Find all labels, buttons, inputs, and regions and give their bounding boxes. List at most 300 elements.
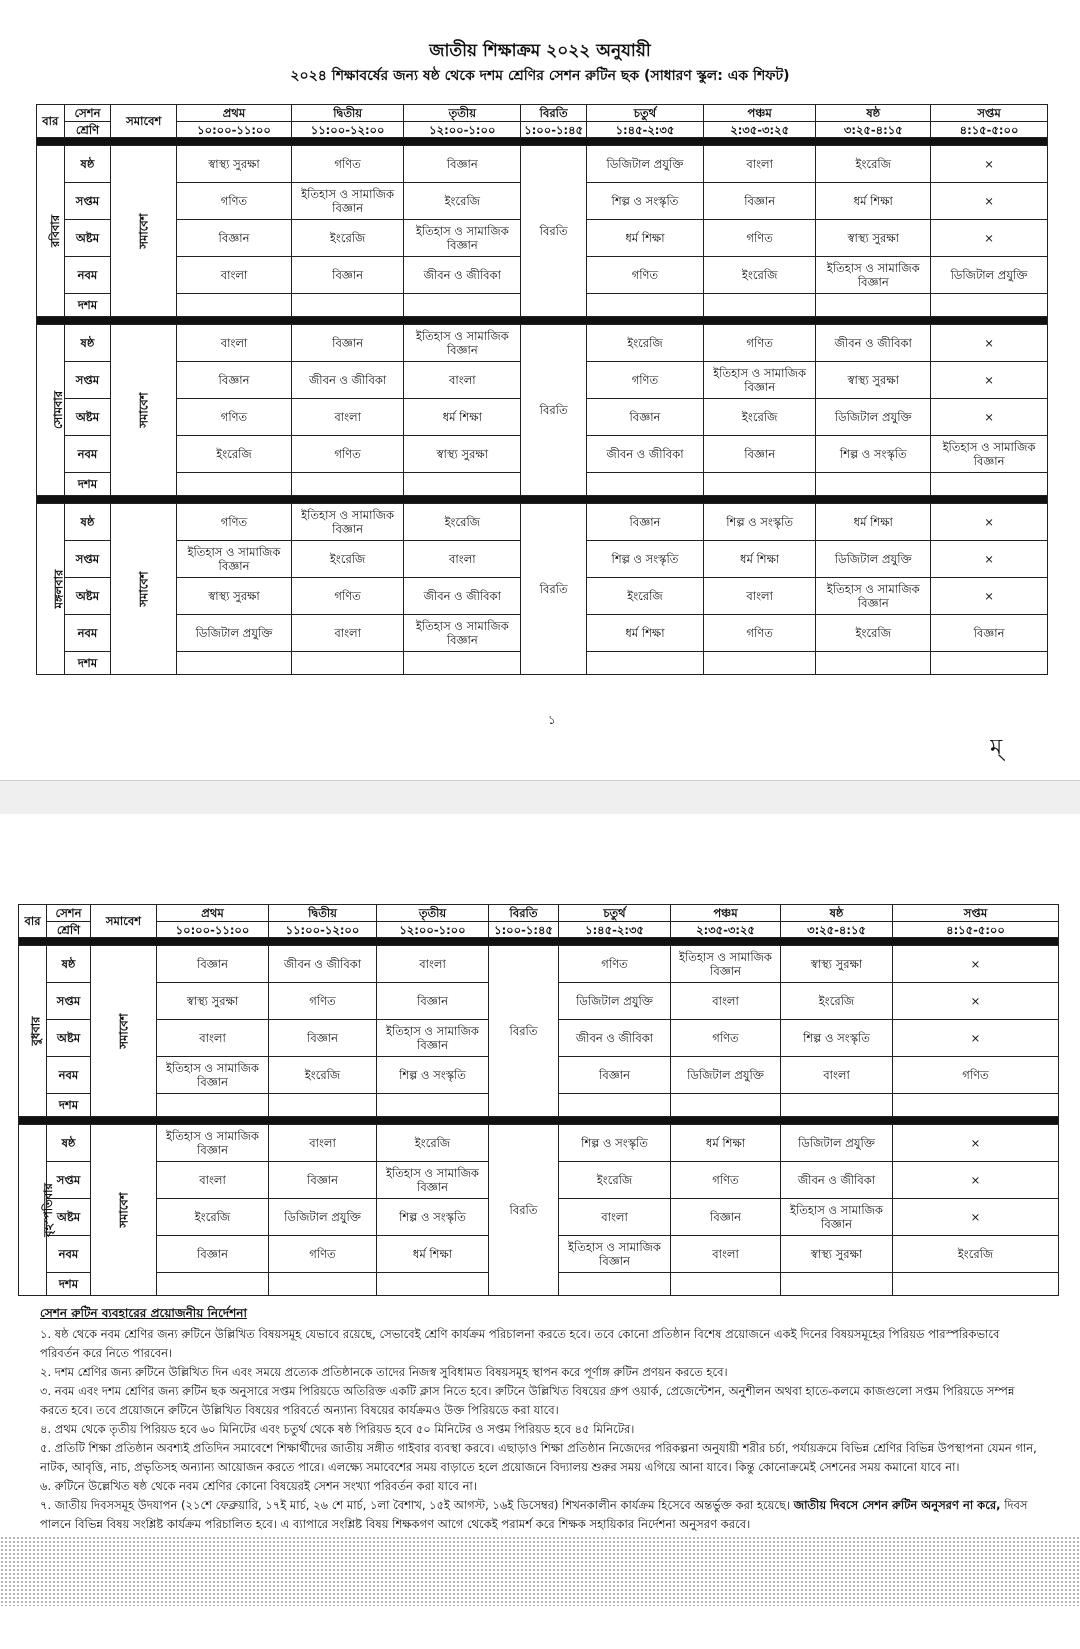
subject-cell: ধর্ম শিক্ষা — [404, 399, 521, 436]
page-number: ১ — [548, 713, 556, 727]
header-period: প্রথম — [177, 105, 292, 122]
subject-cell: জীবন ও জীবিকা — [587, 436, 704, 473]
class-name: অষ্টম — [64, 399, 111, 436]
subject-cell: গণিত — [291, 146, 404, 183]
subject-cell: ধর্ম শিক্ষা — [587, 615, 704, 652]
subject-cell: ইংরেজি — [269, 1057, 377, 1094]
instruction-item-7-tail: দিবস পালনে বিভিন্ন বিষয় সংশ্লিষ্ট কার্যক্রম পরিচালিত হবে। এ ব্যাপারে সংশ্লিষ্ট বিষয় শিক্ষকগণ আগে থেকেই পরামর্শ করে শিক্ষক সহায়িকার নির্দেশনা অনুসরণ করবে। — [40, 1498, 1028, 1531]
break-cell: বিরতি — [521, 146, 587, 317]
subject-cell: ইংরেজি — [291, 220, 404, 257]
subject-cell: × — [893, 946, 1059, 983]
subject-cell: বাংলা — [671, 983, 781, 1020]
subject-cell — [291, 294, 404, 317]
subject-cell — [816, 473, 931, 496]
class-name: নবম — [64, 615, 111, 652]
subject-cell: বিজ্ঞান — [291, 325, 404, 362]
period-time: ১১:০০-১২:০০ — [269, 922, 377, 938]
period-time: ১:৪৫-২:৩৫ — [559, 922, 671, 938]
subject-cell — [931, 294, 1048, 317]
subject-cell: স্বাস্থ্য সুরক্ষা — [816, 220, 931, 257]
subject-cell: স্বাস্থ্য সুরক্ষা — [404, 436, 521, 473]
subject-cell: × — [893, 1020, 1059, 1057]
header-period: ষষ্ঠ — [816, 105, 931, 122]
subject-cell — [269, 1273, 377, 1296]
subject-cell: স্বাস্থ্য সুরক্ষা — [157, 983, 269, 1020]
assembly-cell — [111, 504, 177, 675]
class-name: দশম — [47, 1094, 91, 1117]
faded-text-region — [0, 1536, 1080, 1606]
instruction-item-7-text: ৭. জাতীয় দিবসসমূহ উদযাপন (২১শে ফেব্রুয়ারি, ১৭ই মার্চ, ২৬ শে মার্চ, ১লা বৈশাখ, ১৫ই আগস্ট, ১৬ই ডিসেম্বর) শিখনকালীন কার্যক্রম হিসেবে অন্তর্ভুক্ত করা হয়েছে। — [40, 1498, 791, 1512]
period-time: ১:০০-১:৪৫ — [489, 922, 559, 938]
subject-cell: ডিজিটাল প্রযুক্তি — [816, 399, 931, 436]
subject-cell: গণিত — [587, 257, 704, 294]
subject-cell — [587, 652, 704, 675]
subject-cell: ইতিহাস ও সামাজিক বিজ্ঞান — [559, 1236, 671, 1273]
day-name: বৃহস্পতিবার — [40, 1183, 55, 1237]
subject-cell: ইংরেজি — [816, 615, 931, 652]
subject-cell — [559, 1273, 671, 1296]
subject-cell: ইংরেজি — [816, 146, 931, 183]
subject-cell: গণিত — [671, 1020, 781, 1057]
subject-cell: ইতিহাস ও সামাজিক বিজ্ঞান — [404, 220, 521, 257]
assembly-cell — [91, 1125, 157, 1296]
subject-cell — [377, 1094, 489, 1117]
subject-cell: বিজ্ঞান — [177, 220, 292, 257]
subject-cell: স্বাস্থ্য সুরক্ষা — [781, 946, 893, 983]
subject-cell — [291, 473, 404, 496]
subject-cell: ইতিহাস ও সামাজিক বিজ্ঞান — [671, 946, 781, 983]
class-name: অষ্টম — [64, 220, 111, 257]
separator-bar — [19, 938, 1059, 946]
period-time: ২:৩৫-৩:২৫ — [671, 922, 781, 938]
subject-cell — [157, 1273, 269, 1296]
subject-cell — [781, 1273, 893, 1296]
subject-cell — [177, 294, 292, 317]
break-cell: বিরতি — [489, 1125, 559, 1296]
class-name: ষষ্ঠ — [47, 946, 91, 983]
class-name: সপ্তম — [64, 183, 111, 220]
subject-cell: বিজ্ঞান — [703, 183, 816, 220]
signature-mark: ম্ — [990, 735, 1003, 760]
header-assembly: সমাবেশ — [111, 105, 177, 138]
subject-cell: স্বাস্থ্য সুরক্ষা — [816, 362, 931, 399]
header-period: বিরতি — [489, 905, 559, 922]
instruction-item-7-bold: জাতীয় দিবসে সেশন রুটিন অনুসরণ না করে, — [793, 1498, 1001, 1512]
subject-cell: ইতিহাস ও সামাজিক বিজ্ঞান — [703, 362, 816, 399]
subject-cell: ডিজিটাল প্রযুক্তি — [269, 1199, 377, 1236]
subject-cell — [703, 473, 816, 496]
subject-cell: বাংলা — [703, 146, 816, 183]
subject-cell: × — [931, 325, 1048, 362]
assembly-label: সমাবেশ — [116, 1192, 131, 1228]
header-row — [37, 105, 1048, 122]
subject-cell: জীবন ও জীবিকা — [269, 946, 377, 983]
subject-cell: গণিত — [587, 362, 704, 399]
class-name: নবম — [47, 1057, 91, 1094]
header-period: পঞ্চম — [703, 105, 816, 122]
subject-cell: গণিত — [671, 1162, 781, 1199]
subject-cell: ইংরেজি — [377, 1125, 489, 1162]
subject-cell: বাংলা — [177, 257, 292, 294]
subject-cell: জীবন ও জীবিকা — [816, 325, 931, 362]
subject-cell — [671, 1094, 781, 1117]
subject-cell: জীবন ও জীবিকা — [291, 362, 404, 399]
subject-cell: গণিত — [559, 946, 671, 983]
separator-bar — [19, 1117, 1059, 1125]
subject-cell: বাংলা — [269, 1125, 377, 1162]
subject-cell: ইংরেজি — [587, 325, 704, 362]
subject-cell: বিজ্ঞান — [559, 1057, 671, 1094]
subject-cell: × — [931, 399, 1048, 436]
period-time: ১১:০০-১২:০০ — [291, 122, 404, 138]
subject-cell: বাংলা — [377, 946, 489, 983]
subject-cell: ধর্ম শিক্ষা — [377, 1236, 489, 1273]
subject-cell — [404, 652, 521, 675]
class-name: ষষ্ঠ — [64, 146, 111, 183]
subject-cell: ইতিহাস ও সামাজিক বিজ্ঞান — [781, 1199, 893, 1236]
instruction-item-4: ৪. প্রথম থেকে তৃতীয় পিরিয়ড হবে ৬০ মিনিটের এবং চতুর্থ থেকে ষষ্ঠ পিরিয়ড হবে ৫০ মিনিটের ও সপ্তম পিরিয়ড হবে ৪৫ মিনিটের। — [40, 1422, 635, 1436]
subject-cell — [703, 652, 816, 675]
subject-cell: ইতিহাস ও সামাজিক বিজ্ঞান — [816, 257, 931, 294]
assembly-label: সমাবেশ — [136, 213, 151, 249]
day-name: সোমবার — [51, 390, 66, 430]
subject-cell: গণিত — [703, 220, 816, 257]
subject-cell — [404, 294, 521, 317]
class-name: সপ্তম — [64, 362, 111, 399]
day-separator — [19, 938, 1059, 946]
subject-cell: ধর্ম শিক্ষা — [703, 541, 816, 578]
subject-cell: বিজ্ঞান — [931, 615, 1048, 652]
assembly-label: সমাবেশ — [116, 1013, 131, 1049]
subject-cell — [816, 652, 931, 675]
subject-cell: বিজ্ঞান — [671, 1199, 781, 1236]
header-session: সেশন — [64, 105, 111, 122]
subject-cell — [269, 1094, 377, 1117]
subject-cell: ইতিহাস ও সামাজিক বিজ্ঞান — [404, 325, 521, 362]
subject-cell — [893, 1094, 1059, 1117]
header-day: বার — [19, 905, 47, 938]
day-name: বুধবার — [28, 1016, 43, 1046]
subject-cell: ধর্ম শিক্ষা — [816, 183, 931, 220]
class-name: দশম — [47, 1273, 91, 1296]
header-period: চতুর্থ — [559, 905, 671, 922]
subject-cell: ইংরেজি — [404, 183, 521, 220]
header-period: তৃতীয় — [404, 105, 521, 122]
instruction-item-2: ২. দশম শ্রেণির জন্য রুটিনে উল্লিখিত দিন এবং সময়ে প্রত্যেক প্রতিষ্ঠানকে তাদের নিজস্ব সুবিধামত বিষয়সমূহ স্থাপন করে পূর্ণাঙ্গ রুটিন প্রণয়ন করতে হবে। — [40, 1365, 728, 1379]
separator-bar — [37, 317, 1048, 325]
subject-cell: ইংরেজি — [404, 504, 521, 541]
subject-cell: বাংলা — [404, 541, 521, 578]
header-day: বার — [37, 105, 65, 138]
subject-cell: বাংলা — [671, 1236, 781, 1273]
routine-row — [37, 504, 1048, 541]
day-separator — [19, 1117, 1059, 1125]
class-name: নবম — [64, 436, 111, 473]
subject-cell: শিল্প ও সংস্কৃতি — [587, 541, 704, 578]
time-row — [37, 122, 1048, 138]
class-name: দশম — [64, 473, 111, 496]
instruction-item-5: ৫. প্রতিটি শিক্ষা প্রতিষ্ঠান অবশ্যই প্রতিদিন সমাবেশে শিক্ষার্থীদের জাতীয় সঙ্গীত গাইবার ব্যবস্থা করবে। এছাড়াও শিক্ষা প্রতিষ্ঠান নিজেদের পরিকল্পনা অনুযায়ী শরীর চর্চা, পর্যায়ক্রমে বিভিন্ন শ্রেণির বিভিন্ন উপস্থাপনা যেমন গান, নাটক, আবৃত্তি, নাচ, প্রভৃতিসহ অন্যান্য আয়োজন করতে পারে। এলক্ষ্যে সমাবেশের সময় বাড়াতে হলে প্রয়োজনে বিদ্যালয় শুরুর সময় এগিয়ে আনা যাবে। কিন্তু কোনোক্রমেই সেশনের সময় কমানো যাবে না। — [40, 1441, 1037, 1474]
day-separator — [37, 138, 1048, 146]
header-period: দ্বিতীয় — [291, 105, 404, 122]
routine-page-1 — [0, 0, 1080, 780]
header-assembly: সমাবেশ — [91, 905, 157, 938]
header-row — [19, 905, 1059, 922]
break-cell: বিরতি — [489, 946, 559, 1117]
subject-cell: × — [893, 983, 1059, 1020]
subject-cell: × — [893, 1199, 1059, 1236]
subject-cell: শিল্প ও সংস্কৃতি — [703, 504, 816, 541]
routine-row — [19, 946, 1059, 983]
assembly-cell — [111, 325, 177, 496]
subject-cell — [377, 1273, 489, 1296]
period-time: ২:৩৫-৩:২৫ — [703, 122, 816, 138]
subject-cell: ডিজিটাল প্রযুক্তি — [781, 1125, 893, 1162]
separator-bar — [37, 138, 1048, 146]
subject-cell: ইংরেজি — [291, 541, 404, 578]
day-name-cell — [37, 504, 65, 675]
subject-cell: গণিত — [893, 1057, 1059, 1094]
class-name: দশম — [64, 294, 111, 317]
subject-cell: জীবন ও জীবিকা — [404, 257, 521, 294]
class-name: ষষ্ঠ — [64, 504, 111, 541]
routine-row — [37, 325, 1048, 362]
class-name: ষষ্ঠ — [47, 1125, 91, 1162]
subject-cell: ধর্ম শিক্ষা — [816, 504, 931, 541]
period-time: ৪:১৫-৫:০০ — [931, 122, 1048, 138]
header-class: শ্রেণি — [47, 922, 91, 938]
header-period: চতুর্থ — [587, 105, 704, 122]
routine-row — [19, 1125, 1059, 1162]
subject-cell: ইংরেজি — [703, 399, 816, 436]
subject-cell: বিজ্ঞান — [587, 399, 704, 436]
subject-cell — [931, 652, 1048, 675]
subject-cell: বাংলা — [781, 1057, 893, 1094]
period-time: ৩:২৫-৪:১৫ — [781, 922, 893, 938]
subject-cell: স্বাস্থ্য সুরক্ষা — [177, 578, 292, 615]
subject-cell: × — [931, 578, 1048, 615]
subject-cell: জীবন ও জীবিকা — [404, 578, 521, 615]
subject-cell: গণিত — [269, 983, 377, 1020]
day-name: মঙ্গলবার — [51, 569, 66, 609]
subject-cell — [404, 473, 521, 496]
subject-cell: বাংলা — [559, 1199, 671, 1236]
subject-cell — [931, 473, 1048, 496]
period-time: ১০:০০-১১:০০ — [177, 122, 292, 138]
subject-cell: ইতিহাস ও সামাজিক বিজ্ঞান — [377, 1162, 489, 1199]
assembly-cell — [111, 146, 177, 317]
subject-cell: ডিজিটাল প্রযুক্তি — [671, 1057, 781, 1094]
subject-cell: শিল্প ও সংস্কৃতি — [377, 1199, 489, 1236]
subject-cell: ইংরেজি — [177, 436, 292, 473]
header-period: পঞ্চম — [671, 905, 781, 922]
subject-cell: ইতিহাস ও সামাজিক বিজ্ঞান — [157, 1057, 269, 1094]
subject-cell: জীবন ও জীবিকা — [781, 1162, 893, 1199]
subject-cell: গণিত — [177, 504, 292, 541]
subject-cell — [671, 1273, 781, 1296]
day-name-cell — [37, 325, 65, 496]
subject-cell: × — [893, 1162, 1059, 1199]
header-period: দ্বিতীয় — [269, 905, 377, 922]
subject-cell: বিজ্ঞান — [703, 436, 816, 473]
subject-cell: ইতিহাস ও সামাজিক বিজ্ঞান — [816, 578, 931, 615]
period-time: ৪:১৫-৫:০০ — [893, 922, 1059, 938]
subject-cell: গণিত — [177, 399, 292, 436]
subject-cell: ইতিহাস ও সামাজিক বিজ্ঞান — [177, 541, 292, 578]
break-cell: বিরতি — [521, 504, 587, 675]
subject-cell: বিজ্ঞান — [587, 504, 704, 541]
subject-cell: শিল্প ও সংস্কৃতি — [587, 183, 704, 220]
subject-cell: জীবন ও জীবিকা — [559, 1020, 671, 1057]
subject-cell: গণিত — [269, 1236, 377, 1273]
class-name: নবম — [47, 1236, 91, 1273]
subject-cell: ইতিহাস ও সামাজিক বিজ্ঞান — [291, 504, 404, 541]
subject-cell: × — [893, 1125, 1059, 1162]
class-name: সপ্তম — [47, 1162, 91, 1199]
subject-cell: শিল্প ও সংস্কৃতি — [781, 1020, 893, 1057]
period-time: ১০:০০-১১:০০ — [157, 922, 269, 938]
assembly-label: সমাবেশ — [136, 571, 151, 607]
day-name: রবিবার — [48, 214, 63, 248]
subject-cell: × — [931, 183, 1048, 220]
class-name: অষ্টম — [47, 1020, 91, 1057]
subject-cell: ডিজিটাল প্রযুক্তি — [816, 541, 931, 578]
day-separator — [37, 496, 1048, 504]
subject-cell: শিল্প ও সংস্কৃতি — [377, 1057, 489, 1094]
subject-cell — [291, 652, 404, 675]
instruction-item-1: ১. ষষ্ঠ থেকে নবম শ্রেণির জন্য রুটিনে উল্লিখিত বিষয়সমূহ যেভাবে রয়েছে, সেভাবেই শ্রেণি কার্যক্রম পরিচালনা করতে হবে। তবে কোনো প্রতিষ্ঠান বিশেষ প্রয়োজনে একই দিনের বিষয়সমূহের পিরিয়ড পারস্পরিকভাবে পরিবর্তন করে নিতে পারবেন। — [40, 1327, 1000, 1360]
period-time: ৩:২৫-৪:১৫ — [816, 122, 931, 138]
subject-cell: ইংরেজি — [781, 983, 893, 1020]
subject-cell: স্বাস্থ্য সুরক্ষা — [781, 1236, 893, 1273]
subject-cell — [816, 294, 931, 317]
class-name: সপ্তম — [64, 541, 111, 578]
subject-cell: × — [931, 362, 1048, 399]
subject-cell: ডিজিটাল প্রযুক্তি — [931, 257, 1048, 294]
header-period: সপ্তম — [931, 105, 1048, 122]
subject-cell: স্বাস্থ্য সুরক্ষা — [177, 146, 292, 183]
subject-cell: ইংরেজি — [703, 257, 816, 294]
subject-cell: বিজ্ঞান — [269, 1162, 377, 1199]
subject-cell: বাংলা — [291, 399, 404, 436]
instructions-section — [40, 1304, 1040, 1534]
time-row — [19, 922, 1059, 938]
instructions-heading: সেশন রুটিন ব্যবহারের প্রয়োজনীয় নির্দেশনা — [40, 1306, 247, 1320]
subject-cell: × — [931, 220, 1048, 257]
subject-cell: গণিত — [703, 325, 816, 362]
period-time: ১:৪৫-২:৩৫ — [587, 122, 704, 138]
subject-cell: শিল্প ও সংস্কৃতি — [816, 436, 931, 473]
subject-cell: বাংলা — [157, 1020, 269, 1057]
subject-cell: বাংলা — [157, 1162, 269, 1199]
subject-cell: × — [931, 146, 1048, 183]
page-title: জাতীয় শিক্ষাক্রম ২০২২ অনুযায়ী — [429, 41, 651, 61]
subject-cell: ডিজিটাল প্রযুক্তি — [587, 146, 704, 183]
subject-cell: × — [931, 504, 1048, 541]
header-session: সেশন — [47, 905, 91, 922]
header-period: ষষ্ঠ — [781, 905, 893, 922]
subject-cell — [559, 1094, 671, 1117]
period-time: ১২:০০-১:০০ — [377, 922, 489, 938]
subject-cell: গণিত — [703, 615, 816, 652]
subject-cell: ইতিহাস ও সামাজিক বিজ্ঞান — [157, 1125, 269, 1162]
subject-cell: শিল্প ও সংস্কৃতি — [559, 1125, 671, 1162]
subject-cell: বাংলা — [291, 615, 404, 652]
break-cell: বিরতি — [521, 325, 587, 496]
day-name-cell — [19, 946, 47, 1117]
subject-cell: বিজ্ঞান — [157, 1236, 269, 1273]
header-period: সপ্তম — [893, 905, 1059, 922]
class-name: সপ্তম — [47, 983, 91, 1020]
subject-cell: বিজ্ঞান — [404, 146, 521, 183]
routine-page-2 — [0, 814, 1080, 1649]
subject-cell: ইংরেজি — [559, 1162, 671, 1199]
subject-cell: ইতিহাস ও সামাজিক বিজ্ঞান — [404, 615, 521, 652]
routine-table-1 — [36, 104, 1048, 675]
subject-cell: বিজ্ঞান — [157, 946, 269, 983]
header-period: প্রথম — [157, 905, 269, 922]
subject-cell: বাংলা — [703, 578, 816, 615]
instruction-item-3: ৩. নবম এবং দশম শ্রেণির জন্য রুটিন ছক অনুসারে সপ্তম পিরিয়ডে অতিরিক্ত একটি ক্লাস নিতে হবে। রুটিনে উল্লিখিত বিষয়ের গ্রুপ ওয়ার্ক, প্রেজেন্টেশন, অনুশীলন অথবা হাতে-কলমে কাজগুলো সপ্তম পিরিয়ডে সম্পন্ন করতে হবে। তবে প্রয়োজনে রুটিনে উল্লিখিত বিষয়ের পরিবর্তে অন্যান্য বিষয়ের কার্যক্রমও উক্ত পিরিয়ডে করা যাবে। — [40, 1384, 1015, 1417]
class-name: অষ্টম — [64, 578, 111, 615]
page-subtitle: ২০২৪ শিক্ষাবর্ষের জন্য ষষ্ঠ থেকে দশম শ্রেণির সেশন রুটিন ছক (সাধারণ স্কুল: এক শিফট) — [290, 68, 790, 84]
class-name: ষষ্ঠ — [64, 325, 111, 362]
class-name: নবম — [64, 257, 111, 294]
day-name-cell — [37, 146, 65, 317]
period-time: ১২:০০-১:০০ — [404, 122, 521, 138]
subject-cell: বিজ্ঞান — [291, 257, 404, 294]
day-separator — [37, 317, 1048, 325]
subject-cell: ডিজিটাল প্রযুক্তি — [177, 615, 292, 652]
subject-cell — [157, 1094, 269, 1117]
subject-cell: ইংরেজি — [893, 1236, 1059, 1273]
subject-cell: ইতিহাস ও সামাজিক বিজ্ঞান — [377, 1020, 489, 1057]
subject-cell: বাংলা — [404, 362, 521, 399]
subject-cell: ইতিহাস ও সামাজিক বিজ্ঞান — [931, 436, 1048, 473]
subject-cell: ডিজিটাল প্রযুক্তি — [559, 983, 671, 1020]
subject-cell: ইতিহাস ও সামাজিক বিজ্ঞান — [291, 183, 404, 220]
header-period: বিরতি — [521, 105, 587, 122]
subject-cell: বিজ্ঞান — [177, 362, 292, 399]
subject-cell — [587, 473, 704, 496]
header-period: তৃতীয় — [377, 905, 489, 922]
subject-cell: ইংরেজি — [157, 1199, 269, 1236]
subject-cell: ধর্ম শিক্ষা — [587, 220, 704, 257]
subject-cell: গণিত — [291, 436, 404, 473]
subject-cell: × — [931, 541, 1048, 578]
period-time: ১:০০-১:৪৫ — [521, 122, 587, 138]
instruction-item-7 — [40, 1496, 1040, 1534]
routine-row — [37, 146, 1048, 183]
subject-cell: ধর্ম শিক্ষা — [671, 1125, 781, 1162]
subject-cell: বিজ্ঞান — [269, 1020, 377, 1057]
page-gap — [0, 780, 1080, 815]
header-class: শ্রেণি — [64, 122, 111, 138]
subject-cell — [893, 1273, 1059, 1296]
assembly-label: সমাবেশ — [136, 392, 151, 428]
assembly-cell — [91, 946, 157, 1117]
subject-cell — [587, 294, 704, 317]
class-name: দশম — [64, 652, 111, 675]
routine-table-2 — [18, 904, 1059, 1296]
separator-bar — [37, 496, 1048, 504]
subject-cell: গণিত — [177, 183, 292, 220]
subject-cell: বাংলা — [177, 325, 292, 362]
subject-cell — [703, 294, 816, 317]
subject-cell — [177, 652, 292, 675]
class-name: অষ্টম — [47, 1199, 91, 1236]
subject-cell: গণিত — [291, 578, 404, 615]
